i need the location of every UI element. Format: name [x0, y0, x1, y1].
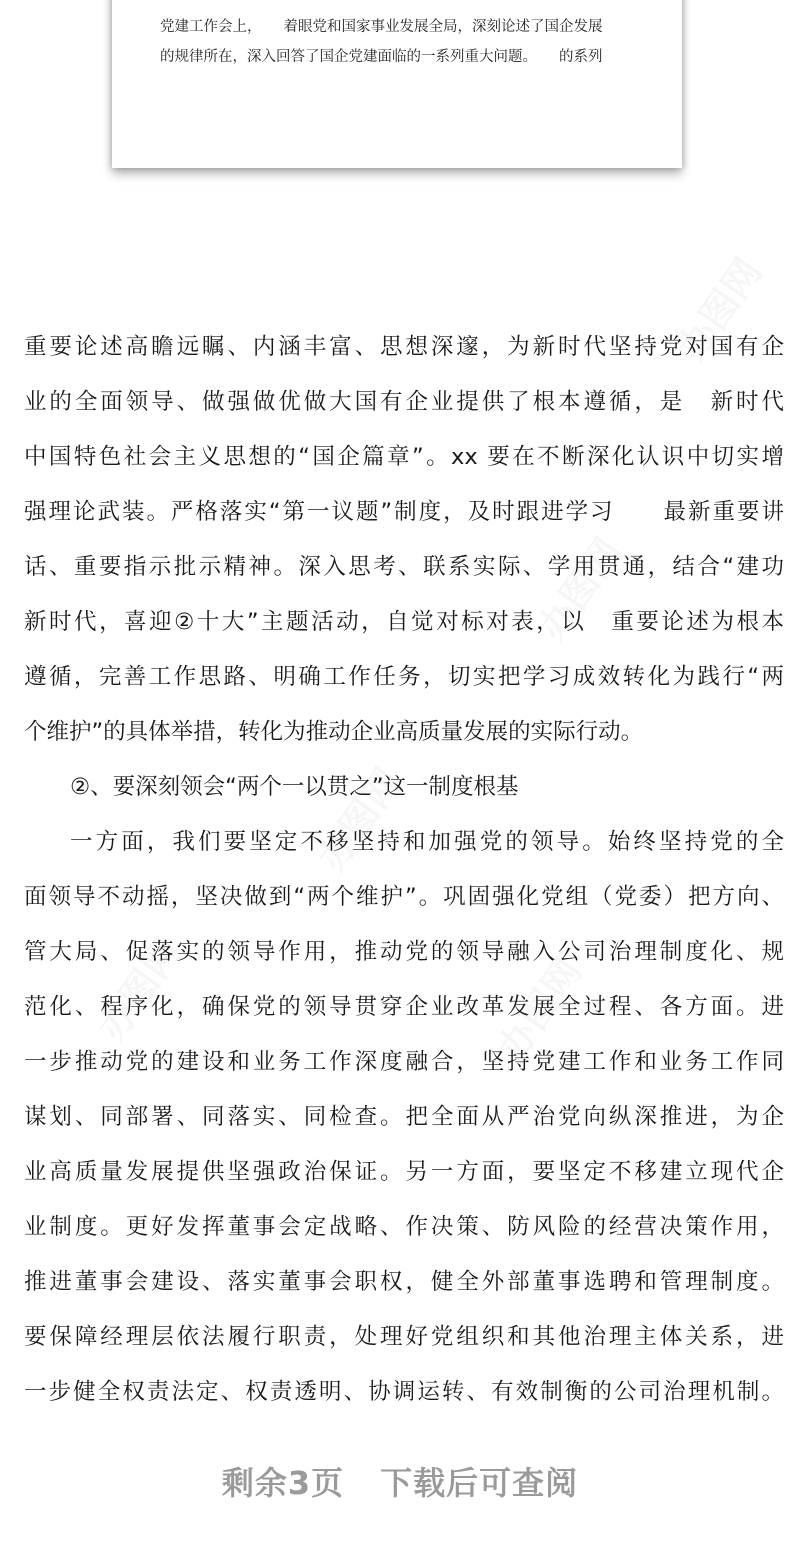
- remaining-pages-text: 剩余3页: [221, 1464, 345, 1502]
- body-line: 话、重要指示批示精神。深入思考、联系实际、学用贯通，结合“建功: [24, 554, 784, 580]
- body-line: 范化、程序化，确保党的领导贯穿企业改革发展全过程、各方面。进: [24, 994, 784, 1020]
- previous-page-line: [160, 42, 650, 72]
- body-line: 要保障经理层依法履行职责，处理好党组织和其他治理主体关系，进: [24, 1324, 784, 1350]
- body-line: 中国特色社会主义思想的“国企篇章”。xx 要在不断深化认识中切实增: [24, 444, 784, 470]
- body-line: 业的全面领导、做强做优做大国有企业提供了根本遵循，是 新时代: [24, 389, 784, 415]
- body-line: 一方面，我们要坚定不移坚持和加强党的领导。始终坚持党的全: [70, 829, 784, 855]
- previous-page-text-segment: 着眼党和国家事业发展全局，深刻论述了国企发展: [283, 19, 603, 35]
- body-line: 面领导不动摇，坚决做到“两个维护”。巩固强化党组（党委）把方向、: [24, 884, 784, 910]
- previous-page-text: [160, 12, 650, 72]
- body-line: 个维护”的具体举措，转化为推动企业高质量发展的实际行动。: [24, 719, 644, 745]
- body-line: 遵循，完善工作思路、明确工作任务，切实把学习成效转化为践行“两: [24, 664, 784, 690]
- body-line: 重要论述高瞻远瞩、内涵丰富、思想深邃，为新时代坚持党对国有企: [24, 334, 784, 360]
- previous-page-line: [160, 12, 650, 42]
- body-line: 推进董事会建设、落实董事会职权，健全外部董事选聘和管理制度。: [24, 1269, 784, 1295]
- previous-page-preview: [112, 0, 682, 168]
- body-line: 一步推动党的建设和业务工作深度融合，坚持党建工作和业务工作同: [24, 1049, 784, 1075]
- previous-page-text-segment: 的系列: [559, 49, 603, 65]
- previous-page-text-segment: 的规律所在，深入回答了国企党建面临的一系列重大问题。: [160, 49, 537, 65]
- previous-page-text-segment: 党建工作会上，: [160, 19, 262, 35]
- download-to-view-banner[interactable]: [0, 1458, 800, 1504]
- document-body: [24, 320, 784, 1420]
- body-line: 一步健全权责法定、权责透明、协调运转、有效制衡的公司治理机制。: [24, 1379, 784, 1405]
- body-line: 业高质量发展提供坚强政治保证。另一方面，要坚定不移建立现代企: [24, 1159, 784, 1185]
- section-heading: ②、要深刻领会“两个一以贯之”这一制度根基: [70, 774, 519, 800]
- body-line: 管大局、促落实的领导作用，推动党的领导融入公司治理制度化、规: [24, 939, 784, 965]
- body-line: 谋划、同部署、同落实、同检查。把全面从严治党向纵深推进，为企: [24, 1104, 784, 1130]
- body-line: 业制度。更好发挥董事会定战略、作决策、防风险的经营决策作用，: [24, 1214, 784, 1240]
- body-line: 新时代，喜迎②十大”主题活动，自觉对标对表，以 重要论述为根本: [24, 609, 784, 635]
- download-prompt-text: 下载后可查阅: [380, 1464, 579, 1502]
- body-line: 强理论武装。严格落实“第一议题”制度，及时跟进学习 最新重要讲: [24, 499, 784, 525]
